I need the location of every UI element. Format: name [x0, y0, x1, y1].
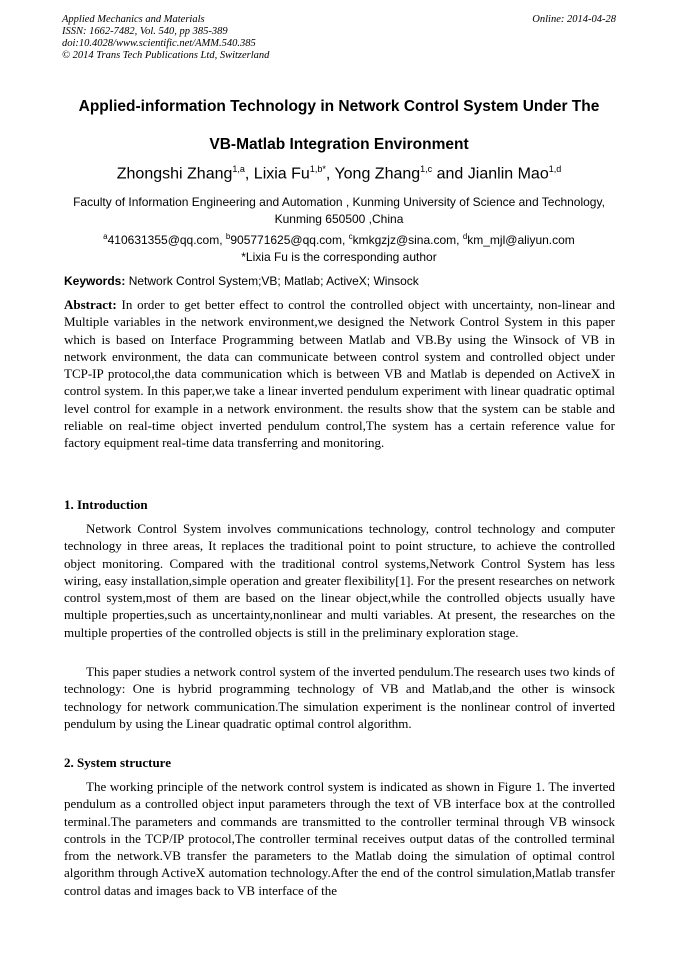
author-affil-sup: 1,d — [548, 164, 562, 174]
email-sup: b — [225, 232, 231, 241]
author-affil-sup: 1,b* — [309, 164, 326, 174]
keywords-label: Keywords: — [64, 274, 126, 288]
issn-line: ISSN: 1662-7482, Vol. 540, pp 385-389 — [62, 26, 228, 37]
author-name: Zhongshi Zhang — [116, 165, 233, 183]
section-heading-system-structure: 2. System structure — [64, 755, 171, 770]
author-separator: , — [325, 165, 335, 183]
affiliation-block — [55, 194, 623, 266]
email-link[interactable]: 905771625@qq.com, — [230, 233, 349, 247]
intro-paragraph-2: This paper studies a network control system of the inverted pendulum.The research uses two kinds of technology: One is hybrid programming technology of VB and Matlab,and the other is winsock technology for network communication.The simulation experiment is the nonlinear control of inverted pendulum by using the Linear quadratic optimal control algorithm. — [64, 664, 615, 731]
email-link[interactable]: 410631355@qq.com, — [107, 233, 226, 247]
running-header — [62, 14, 616, 62]
journal-name: Applied Mechanics and Materials — [62, 14, 205, 25]
email-sup: d — [462, 232, 468, 241]
author-affil-sup: 1,a — [232, 164, 245, 174]
section-heading-introduction: 1. Introduction — [64, 497, 148, 512]
author-name: Yong Zhang — [334, 165, 421, 183]
abstract-paragraph — [64, 296, 615, 452]
email-sup: c — [348, 232, 353, 241]
email-link[interactable]: km_mjl@aliyun.com — [467, 233, 575, 247]
corresponding-author-note: *Lixia Fu is the corresponding author — [241, 250, 437, 264]
abstract-label: Abstract: — [64, 297, 117, 312]
email-sup: a — [103, 232, 108, 241]
title-line-2: VB-Matlab Integration Environment — [209, 136, 469, 153]
author-affil-sup: 1,c — [420, 164, 433, 174]
author-name: Jianlin Mao — [467, 165, 549, 183]
author-list — [40, 164, 638, 183]
system-structure-paragraph-1: The working principle of the network control system is indicated as shown in Figure 1. The inverted pendulum as a controlled object input parameters through the text of VB interface box at the controlled terminal.The parameters and commands are transmitted to the controller terminal through VB winsock controls in the TCP/IP protocol,The controller terminal receives output datas of the controlled terminal from the network.VB transfer the parameters to the Matlab doing the simulation of optimal control algorithm through ActiveX automation technology.After the end of the control simulation,Matlab transfer control datas and images back to VB interface of the — [64, 779, 615, 898]
author-separator: and — [432, 165, 468, 183]
intro-paragraph-1: Network Control System involves communications technology, control technology and computer technology in three areas, It replaces the traditional point to point structure, to achieve the controlled object monitoring. Compared with the traditional control systems,Network Control System has less wiring, easy installation,simple operation and greater flexibility[1]. For the present researches on network control system,most of them are based on the linear object,while the controlled objects usually have multiple properties,such as uncertainty,nonlinear and multi variables. At present, the researches on the multiple properties of the controlled objects is still in the preliminary exploration stage. — [64, 521, 615, 640]
keywords-line — [64, 274, 616, 288]
author-name: Lixia Fu — [253, 165, 310, 183]
email-line — [55, 228, 623, 249]
affiliation-line-1: Faculty of Information Engineering and Automation , Kunming University of Science and Technology, — [73, 195, 605, 209]
doi-line: doi:10.4028/www.scientific.net/AMM.540.385 — [62, 38, 256, 49]
affiliation-line-2: Kunming 650500 ,China — [274, 212, 404, 226]
keywords-text: Network Control System;VB; Matlab; ActiveX; Winsock — [128, 274, 419, 288]
paper-title — [40, 88, 638, 164]
email-link[interactable]: kmkgzjz@sina.com, — [352, 233, 463, 247]
online-date: Online: 2014-04-28 — [532, 14, 616, 25]
title-line-1: Applied-information Technology in Network Control System Under The — [78, 98, 600, 115]
abstract-text: In order to get better effect to control the controlled object with uncertainty, non-linear and Multiple variables in the network environment,we designed the Network Control System in this paper which is based on Interface Programming between Matlab and VB.By using the Winsock of VB in network environment, the data can communicate between control system and controlled object under TCP-IP protocol,the data communication which is between VB and Matlab is depended on ActiveX in control system. In this paper,we take a linear inverted pendulum experiment with linear quadratic optimal level control for example in a network environment. the results show that the system can be stable and reliable on real-time object inverted pendulum control,The system has a certain reference value for factory equipment real-time data transferring and monitoring. — [64, 297, 615, 451]
copyright-line: © 2014 Trans Tech Publications Ltd, Switzerland — [62, 50, 270, 61]
author-separator: , — [244, 165, 254, 183]
